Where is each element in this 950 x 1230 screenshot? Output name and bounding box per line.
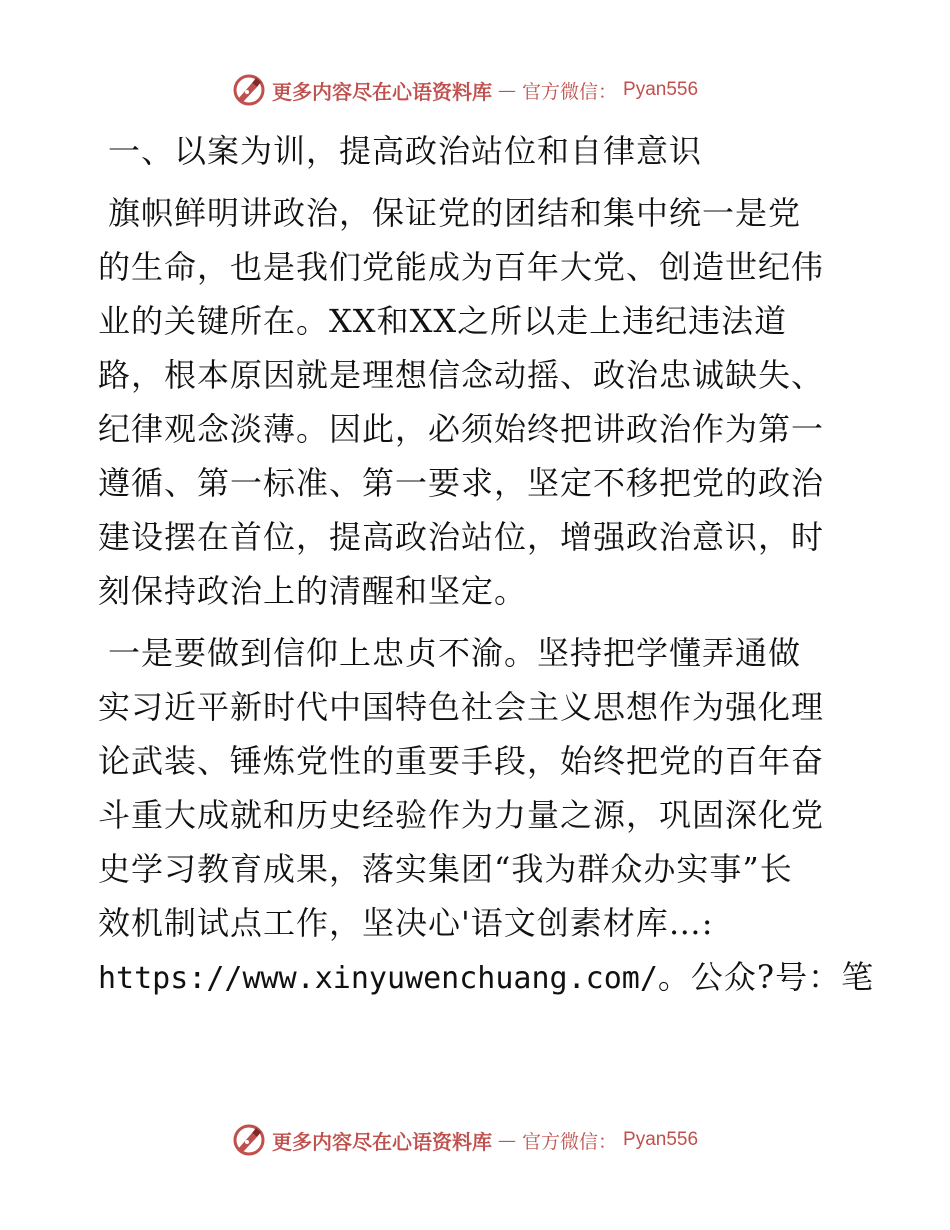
watermark-separator: — [498, 1129, 516, 1151]
document-body [98, 124, 875, 1004]
footer-watermark [232, 1120, 698, 1160]
paragraph-line: 刻保持政治上的清醒和坚定。 [98, 572, 528, 610]
paragraph-line: 旗帜鲜明讲政治，保证党的团结和集中统一是党 [108, 194, 802, 232]
paragraph-line: 建设摆在首位，提高政治站位，增强政治意识，时 [98, 518, 825, 556]
paragraph-2 [98, 626, 875, 1004]
paragraph-line: 论武装、锤炼党性的重要手段，始终把党的百年奋 [98, 742, 825, 780]
paragraph-line: 斗重大成就和历史经验作为力量之源，巩固深化党 [98, 796, 825, 834]
watermark-wechat-id: Pyan556 [623, 1129, 699, 1150]
paragraph-line: 的生命，也是我们党能成为百年大党、创造世纪伟 [98, 248, 825, 286]
url-line-trailing-text: 。公众?号：笔 [657, 958, 875, 996]
pen-logo-icon [232, 1123, 266, 1157]
watermark-wechat-label: 官方微信： [522, 80, 618, 103]
pen-logo-icon [232, 73, 266, 107]
paragraph-line: 效机制试点工作，坚决心'语文创素材库…: [98, 904, 714, 942]
section-heading: 一、以案为训，提高政治站位和自律意识 [108, 132, 703, 170]
paragraph-line: 路，根本原因就是理想信念动摇、政治忠诚缺失、 [98, 356, 825, 394]
paragraph-line: 一是要做到信仰上忠贞不渝。坚持把学懂弄通做 [108, 634, 802, 672]
paragraph-line: 业的关键所在。XX和XX之所以走上违纪违法道 [98, 302, 788, 340]
watermark-wechat-label: 官方微信： [522, 1130, 618, 1153]
paragraph-line: 遵循、第一标准、第一要求，坚定不移把党的政治 [98, 464, 825, 502]
url-line [98, 950, 875, 1004]
paragraph-line: 史学习教育成果，落实集团“我为群众办实事”长 [98, 850, 793, 888]
paragraph-line: 纪律观念淡薄。因此，必须始终把讲政治作为第一 [98, 410, 825, 448]
website-url: https://www.xinyuwenchuang.com/ [98, 961, 658, 996]
watermark-wechat-id: Pyan556 [623, 79, 699, 100]
watermark-main-text: 更多内容尽在心语资料库 [272, 79, 492, 104]
watermark-main-text: 更多内容尽在心语资料库 [272, 1129, 492, 1154]
paragraph-line: 实习近平新时代中国特色社会主义思想作为强化理 [98, 688, 825, 726]
header-watermark [232, 70, 698, 110]
watermark-separator: — [498, 79, 516, 101]
paragraph-1 [98, 186, 858, 618]
